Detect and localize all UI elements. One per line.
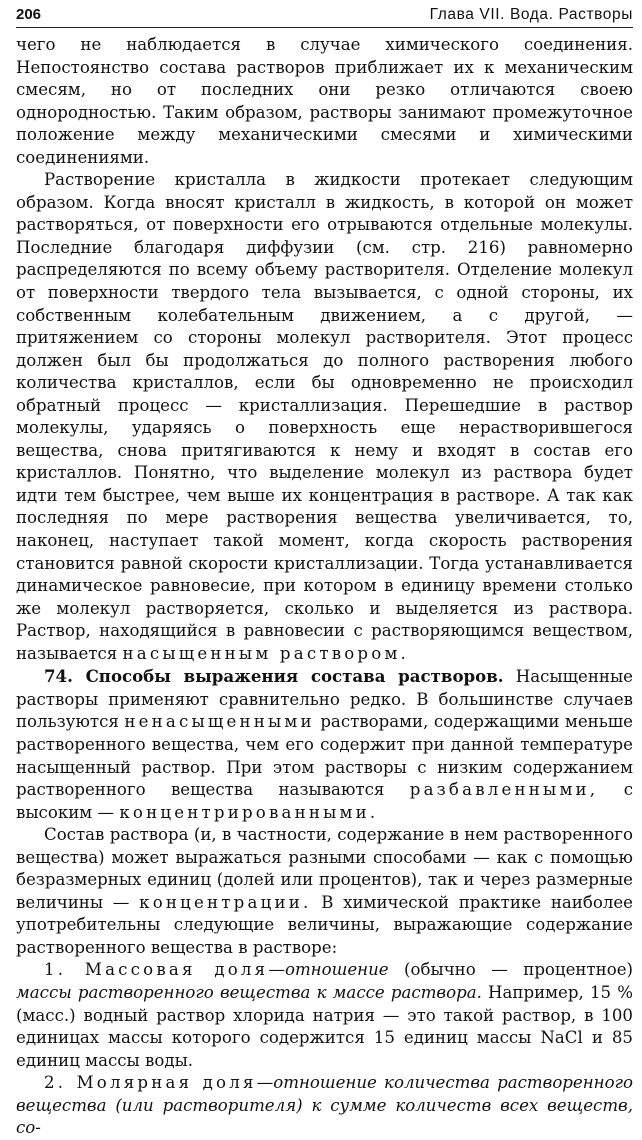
dash: — [268,960,285,980]
page-number: 206 [16,6,42,23]
section-74 [16,665,633,824]
section-heading: 74. Способы выражения состава растворов. [44,666,504,687]
dash: — [256,1073,274,1093]
term-unsaturated: ненасыщенными [124,712,315,732]
definition-text: отношение [284,960,389,980]
parenthetical: (обычно — процентное) [404,960,634,980]
term-molar-fraction: 2. Молярная доля [44,1073,257,1093]
term-mass-fraction: 1. Массовая доля [44,960,269,980]
page-header [16,6,633,28]
paragraph-text: Состав раствора (и, в частности, содержание в нем растворенного вещества) может выражаться разными способами — как с помощью безразмерных единиц (долей или процентов), так и через размерные величины — [16,825,633,912]
list-item-molar-fraction [16,1072,633,1140]
paragraph-text: В химической практике наиболее употребительны следующие величины, выражающие содержание растворенного вещества в растворе: [16,892,634,957]
paragraph-text: с высоким — [16,780,634,822]
paragraph-composition [16,824,633,959]
running-title: Глава VII. Вода. Растворы [429,6,633,23]
page-body [16,34,633,1140]
term-concentrated: концентрированными. [119,802,379,822]
paragraph-crystal-dissolution [16,169,633,665]
paragraph-text: Растворение кристалла в жидкости протекает следующим образом. Когда вносят кристалл в жидкость, в которой он может растворяться, от поверхности его отрываются отдельные молекулы. Последние благодаря диффузии (см. стр. 216) равномерно распределяются по всему объему растворителя. Отделение молекул от поверхности твердого тела вызывается, с одной стороны, их собственным колебательным движением, а с другой, — притяжением со стороны молекул растворителя. Этот процесс должен был бы продолжаться до полного растворения любого количества кристаллов, если бы одновременно не происходил обратный процесс — кристаллизация. Перешедшие в раствор молекулы, ударяясь о поверхность еще нерастворившегося вещества, снова притягиваются к нему и входят в состав его кристаллов. Понятно, что выделение молекул из раствора будет идти тем быстрее, чем выше их концентрация в растворе. А так как последняя по мере растворения вещества увеличивается, то, наконец, наступает такой момент, когда скорость растворения становится равной скорости кристаллизации. Тогда устанавливается динамическое равновесие, при котором в единицу времени столько же молекул растворяется, сколько и выделяется из раствора. Раствор, находящийся в равновесии с растворяющимся веществом, называется [16,170,633,663]
paragraph-text: Например, 15 % (масс.) водный раствор хлорида натрия — это такой раствор, в 100 единицах массы которого содержится 15 единиц массы NaCl и 85 единиц массы воды. [16,982,633,1070]
paragraph-text: растворами, содержащими меньше растворенного вещества, чем его содержит при данной температуре насыщенный раствор. При этом растворы с низким содержанием растворенного вещества называются [16,712,633,800]
term-concentrations: концентрации. [139,892,312,912]
definition-text: массы растворенного вещества к массе раствора. [16,982,482,1002]
paragraph-text: Насыщенные растворы применяют сравнительно редко. В большинстве случаев пользуются [16,667,633,732]
list-item-mass-fraction [16,959,633,1072]
definition-text: отношение количества растворенного вещества (или растворителя) к сумме количеств всех веществ, со- [16,1073,633,1138]
term-saturated-solution: насыщенным раствором. [122,643,410,663]
term-diluted: разбавленными, [409,780,599,800]
paragraph-continuation: чего не наблюдается в случае химического соединения. Непостоянство состава растворов приближает их к механическим смесям, но от последних они резко отличаются своею однородностью. Таким образом, растворы занимают промежуточное положение между механическими смесями и химическими соединениями. [16,35,633,167]
